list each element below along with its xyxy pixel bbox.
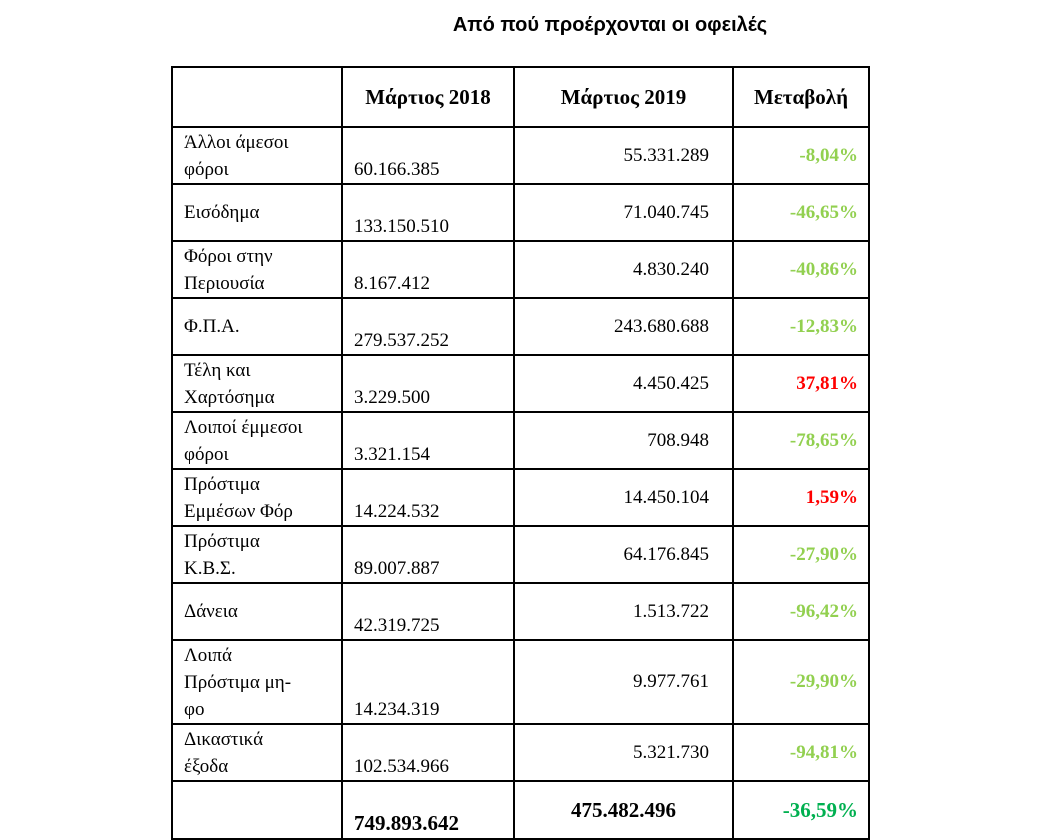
change-value: -78,65%	[733, 412, 869, 469]
value-march-2019: 708.948	[514, 412, 733, 469]
row-label-cell	[172, 298, 342, 355]
table-row	[172, 583, 869, 640]
row-label-cell	[172, 127, 342, 184]
row-label: Πρόστιμα Εμμέσων Φόρ	[184, 473, 293, 522]
value-march-2019: 5.321.730	[514, 724, 733, 781]
header-change: Μεταβολή	[733, 67, 869, 127]
value-march-2018: 14.224.532	[342, 469, 514, 526]
row-label: Τέλη και Χαρτόσημα	[184, 359, 275, 408]
row-label-cell	[172, 583, 342, 640]
value-march-2019: 243.680.688	[514, 298, 733, 355]
table-row	[172, 469, 869, 526]
value-march-2018: 133.150.510	[342, 184, 514, 241]
value-march-2019: 14.450.104	[514, 469, 733, 526]
table-row	[172, 355, 869, 412]
debts-table	[171, 66, 870, 840]
value-march-2019: 1.513.722	[514, 583, 733, 640]
table-row	[172, 184, 869, 241]
row-label: Πρόστιμα Κ.Β.Σ.	[184, 530, 260, 579]
change-value: -12,83%	[733, 298, 869, 355]
row-label-cell	[172, 640, 342, 724]
value-march-2018: 14.234.319	[342, 640, 514, 724]
total-label	[172, 781, 342, 839]
row-label-cell	[172, 184, 342, 241]
value-march-2018: 8.167.412	[342, 241, 514, 298]
row-label: Δικαστικά έξοδα	[184, 728, 264, 777]
header-march-2019: Μάρτιος 2019	[514, 67, 733, 127]
change-value: -46,65%	[733, 184, 869, 241]
change-value: -40,86%	[733, 241, 869, 298]
change-value: -29,90%	[733, 640, 869, 724]
row-label-cell	[172, 724, 342, 781]
total-change: -36,59%	[733, 781, 869, 839]
row-label: Λοιπά Πρόστιμα μη- φο	[184, 644, 292, 720]
table-row	[172, 412, 869, 469]
row-label-cell	[172, 469, 342, 526]
row-label-cell	[172, 355, 342, 412]
row-label-cell	[172, 241, 342, 298]
change-value: -94,81%	[733, 724, 869, 781]
row-label: Δάνεια	[184, 601, 238, 622]
total-row	[172, 781, 869, 839]
row-label: Λοιποί έμμεσοι φόροι	[184, 416, 303, 465]
row-label: Εισόδημα	[184, 202, 260, 223]
table-row	[172, 241, 869, 298]
table-row	[172, 526, 869, 583]
value-march-2018: 279.537.252	[342, 298, 514, 355]
change-value: -27,90%	[733, 526, 869, 583]
row-label: Φόροι στην Περιουσία	[184, 245, 273, 294]
total-march-2018: 749.893.642	[342, 781, 514, 839]
change-value: 1,59%	[733, 469, 869, 526]
header-label	[172, 67, 342, 127]
change-value: -8,04%	[733, 127, 869, 184]
total-march-2019: 475.482.496	[514, 781, 733, 839]
change-value: -96,42%	[733, 583, 869, 640]
value-march-2018: 3.229.500	[342, 355, 514, 412]
value-march-2019: 4.830.240	[514, 241, 733, 298]
row-label-cell	[172, 412, 342, 469]
row-label: Άλλοι άμεσοι φόροι	[184, 131, 289, 180]
table-row	[172, 640, 869, 724]
value-march-2019: 4.450.425	[514, 355, 733, 412]
value-march-2018: 89.007.887	[342, 526, 514, 583]
value-march-2018: 42.319.725	[342, 583, 514, 640]
table-row	[172, 298, 869, 355]
value-march-2019: 64.176.845	[514, 526, 733, 583]
value-march-2019: 71.040.745	[514, 184, 733, 241]
header-march-2018: Μάρτιος 2018	[342, 67, 514, 127]
row-label: Φ.Π.Α.	[184, 316, 240, 337]
value-march-2019: 55.331.289	[514, 127, 733, 184]
table-row	[172, 127, 869, 184]
header-row	[172, 67, 869, 127]
value-march-2019: 9.977.761	[514, 640, 733, 724]
value-march-2018: 60.166.385	[342, 127, 514, 184]
value-march-2018: 102.534.966	[342, 724, 514, 781]
row-label-cell	[172, 526, 342, 583]
table-row	[172, 724, 869, 781]
page-title: Από πού προέρχονται οι οφειλές	[452, 14, 768, 36]
change-value: 37,81%	[733, 355, 869, 412]
value-march-2018: 3.321.154	[342, 412, 514, 469]
